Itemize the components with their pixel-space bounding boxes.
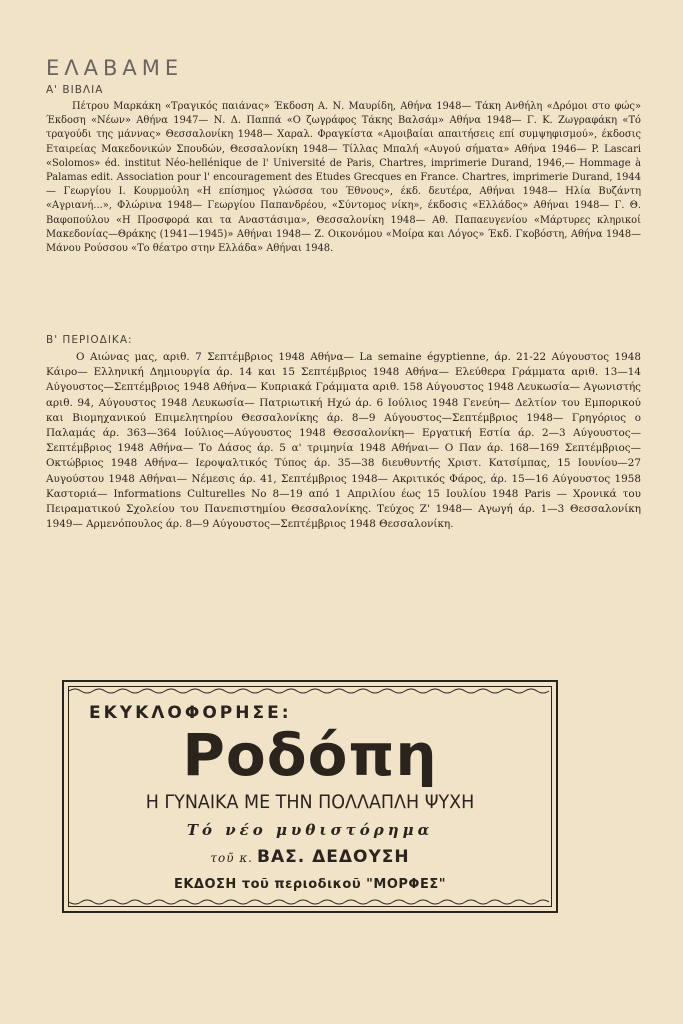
ad-author-name: ΒΑΣ. ΔΕΔΟΥΣΗ [257,847,410,867]
ad-kicker: ΕΚΥΚΛΟΦΟΡΗΣΕ: [89,703,292,723]
top-wave-ornament [69,687,553,695]
periodicals-paragraph: Ο Αιώνας μας, αριθ. 7 Σεπτέμβριος 1948 Αθήνα— La semaine égyptienne, άρ. 21-22 Αύγουστος 1948 Κάιρο— Ελληνική Δημιουργία άρ. 14 και 15 Σεπτέμβριος 1948 Αθήνα— Ελεύθερα Γράμματα αριθ. 13—14 Αύγουστος—Σεπτέμβριος 1948 Αθήνα— Κυπριακά Γράμματα αριθ. 158 Αύγουστος 1948 Λευκωσία— Αγωνιστής αριθ. 94, Αύγουστος 1948 Λευκωσία— Πατριωτική Ηχώ άρ. 6 Ιούλιος 1948 Γενεύη— Δελτίον του Εμπορικού και Βιομηχανικού Επιμελητηρίου Θεσσαλονίκης άρ. 8—9 Αύγουστος—Σεπτέμβριος 1948— Γρηγόριος ο Παλαμάς άρ. 363—364 Ιούλιος—Αύγουστος 1948 Θεσσαλονίκη— Εργατική Εστία άρ. 2—3 Αύγουστος—Σεπτέμβριος 1948 Αθήνα— Το Δάσος άρ. 5 α' τριμηνία 1948 Αθήναι— Ο Παν άρ. 168—169 Σεπτέμβριος—Οκτώβριος 1948 Αθήνα— Ιεροψαλτικός Τύπος άρ. 35—38 διευθυντής Χριστ. Κατσίμπας, 15 Ιουνίου—27 Αυγούστου 1948 Αθήναι— Νέμεσις άρ. 41, Σεπτέμβριος 1948— Ακριτικός Φάρος, άρ. 15—16 Αύγουστος 1958 Καστοριά— Informations Culturelles No 8—19 από 1 Απριλίου έως 15 Ιουλίου 1948 Paris — Χρονικά του Πειραματικού Σχολείου του Πανεπιστημίου Θεσσαλονίκης. Τεύχος Ζ' 1948— Αγωγή άρ. 1—3 Θεσσαλονίκη 1949— Αρμενόπουλος άρ. 8—9 Αύγουστος—Σεπτέμβριος 1948 Θεσσαλονίκη. [46,351,641,531]
ad-book-title: Ροδόπη [182,721,438,789]
ad-subtitle: Η ΓΥΝΑΙΚΑ ΜΕ ΤΗΝ ΠΟΛΛΑΠΛΗ ΨΥΧΗ [145,791,475,813]
bottom-wave-ornament [69,898,553,906]
books-paragraph: Πέτρου Μαρκάκη «Τραγικός παιάνας» Έκδοση Α. Ν. Μαυρίδη, Αθήνα 1948— Τάκη Ανθήλη «Δρόμοι στο φώς» Έκδοση «Νέων» Αθήνα 1947— Ν. Δ. Παππά «Ο ζωγράφος Τάκης Βαλσάμ» Αθήνα 1948— Γ. Κ. Ζωγραφάκη «Τό τραγούδι της μάννας» Θεσσαλονίκη 1948— Χαραλ. Φραγκίστα «Αμοιβαίαι απαιτήσεις επί συμψηφισμού», έκδοσις Εταιρείας Μακεδονικών Σπουδών, Θεσσαλονίκη 1948— Τίλλας Μπαλή «Αυγού σήματα» Αθήνα 1946— P. Lascari «Solomos» éd. institut Néo-hellénique de l' Université de Paris, Chartres, imprimerie Durand, 1946,— Hommage à Palamas edit. Association pour l' encouragement des Etudes Grecques en France. Chartres, imprimerie Durand, 1944— Γεωργίου Ι. Κουρμούλη «Η επίσημος γλώσσα του Έθνους», έκδ. δευτέρα, Αθήναι 1948— Ηλία Βυζάντη «Αγριανή...», Φλώρινα 1948— Γεωργίου Παπανδρέου, «Σύντομος νίκη», έκδοσις «Ελλάδος» Αθήναι 1948— Γ. Θ. Βαφοπούλου «Η Προσφορά και τα Αναστάσιμα», Θεσσαλονίκη 1948— Αθ. Παπαευγενίου «Μάρτυρες κληρικοί Μακεδονίας—Θράκης (1941—1945)» Αθήναι 1948— Ζ. Οικονόμου «Μοίρα και Λόγος» Έκδ. Γκοβόστη, Αθήνα 1948— Μάνου Ρούσσου «Το θέατρο στην Ελλάδα» Αθήναι 1948. [46,101,641,255]
page-heading: ΕΛΑΒΑΜΕ [46,56,184,80]
ad-author-line [69,847,551,867]
periodicals-list [46,350,641,532]
books-section-title: Α' ΒΙΒΛΙΑ [46,84,104,96]
books-list [46,100,641,256]
advertisement-inner-border [68,686,552,907]
ad-novel-label: Τό νέο μυθιστόρημα [186,821,434,839]
periodicals-section-title: Β' ΠΕΡΙΟΔΙΚΑ: [46,334,133,346]
ad-edition: ΕΚΔΟΣΗ τοῦ περιοδικοῦ "ΜΟΡΦΕΣ" [173,877,447,892]
advertisement-box [62,680,558,913]
ad-author-prefix: τοῦ κ. [210,851,253,865]
